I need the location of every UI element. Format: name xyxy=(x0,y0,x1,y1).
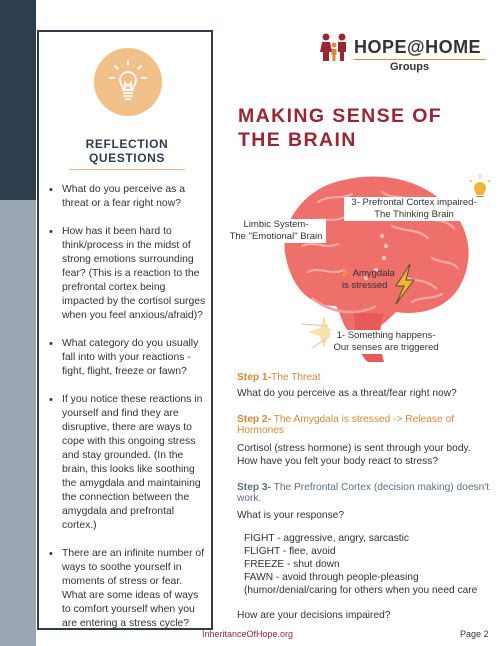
hope-at-home-logo xyxy=(318,30,488,80)
sidebar-band-dark xyxy=(0,0,36,200)
step-2-title: The Amygdala is stressed -> Release of Hormones xyxy=(237,414,454,436)
sidebar-band-light xyxy=(0,200,36,646)
family-logo-icon xyxy=(318,32,352,62)
response-item: FREEZE - shut down xyxy=(244,559,340,570)
label-pfc-line-2: The Thinking Brain xyxy=(374,209,454,220)
step-1-key: Step 1- xyxy=(237,372,271,383)
label-limbic-system xyxy=(226,219,326,243)
page-number: Page 2 xyxy=(460,629,489,639)
response-list xyxy=(237,532,493,597)
card-title: REFLECTION QUESTIONS xyxy=(85,137,169,165)
step-1-title: The Threat xyxy=(270,372,321,383)
label-amygdala-line-2: is stressed xyxy=(342,280,388,291)
step-2-heading xyxy=(237,414,493,436)
step-3-heading xyxy=(237,482,493,504)
label-amygdala-number: 2- xyxy=(342,268,351,279)
step-2-key: Step 2- xyxy=(237,414,271,425)
question-list xyxy=(47,183,207,645)
lightbulb-icon xyxy=(108,60,148,104)
logo-name: HOPE@HOME xyxy=(354,37,482,57)
label-limbic-line-1: Limbic System- xyxy=(243,219,309,230)
step-1-body: What do you perceive as a threat/fear right now? xyxy=(237,388,457,399)
question-item: • How has it been hard to think/process in the midst of strong emotions surrounding fear? (This is a reaction to the prefrontal cortex being impacted by the cortisol surges when you feel anxious/afraid)? xyxy=(47,225,207,323)
card-divider xyxy=(69,169,185,170)
label-prefrontal-cortex xyxy=(344,197,484,221)
label-senses-line-1: 1- Something happens- xyxy=(336,330,436,341)
question-item: • If you notice these reactions in yourself and find they are disruptive, there are ways to cope with this ongoing stress and stay grounded. (In the brain, this looks like soothing the amygdala and maintaining the connection between the amygdala and prefrontal cortex.) xyxy=(47,393,207,533)
logo-rule xyxy=(354,59,486,60)
step-3-key: Step 3- xyxy=(237,482,271,493)
step-1-heading xyxy=(237,372,493,383)
step-2-body: Cortisol (stress hormone) is sent through your body. How have you felt your body react to stress? xyxy=(237,443,471,467)
step-3-body: What is your response? xyxy=(237,510,345,521)
reflection-card xyxy=(37,30,213,630)
label-senses-line-2: Our senses are triggered xyxy=(333,342,439,353)
step-3-title: The Prefrontal Cortex (decision making) doesn't work. xyxy=(237,482,490,504)
response-item: FAWN - avoid through people-pleasing (humor/denial/caring for others when you need care xyxy=(244,572,478,596)
label-senses xyxy=(330,330,442,354)
question-item: • What do you perceive as a threat or a fear right now? xyxy=(47,183,207,211)
response-item: FIGHT - aggressive, angry, sarcastic xyxy=(244,533,409,544)
logo-subtitle: Groups xyxy=(390,61,430,73)
footer-link[interactable]: InheritanceOfHope.org xyxy=(202,629,294,639)
closing-question: How are your decisions impaired? xyxy=(237,610,391,621)
question-item: • What category do you usually fall into with your reactions - fight, flight, freeze or fawn? xyxy=(47,337,207,379)
response-item: FLIGHT - flee, avoid xyxy=(244,546,336,557)
lightbulb-badge xyxy=(94,48,162,116)
question-item: • There are an infinite number of ways to soothe yourself in moments of stress or fear. What are some ideas of ways to comfort yourself when you are entering a stress cycle? xyxy=(47,547,207,631)
page-title: MAKING SENSE OF THE BRAIN xyxy=(238,105,443,151)
label-pfc-line-1: 3- Prefrontal Cortex impaired- xyxy=(351,197,477,208)
label-limbic-line-2: The "Emotional" Brain xyxy=(229,231,323,242)
label-amygdala-line-1: Amygdala xyxy=(352,268,395,279)
steps-section xyxy=(237,372,493,622)
label-amygdala xyxy=(342,268,400,292)
